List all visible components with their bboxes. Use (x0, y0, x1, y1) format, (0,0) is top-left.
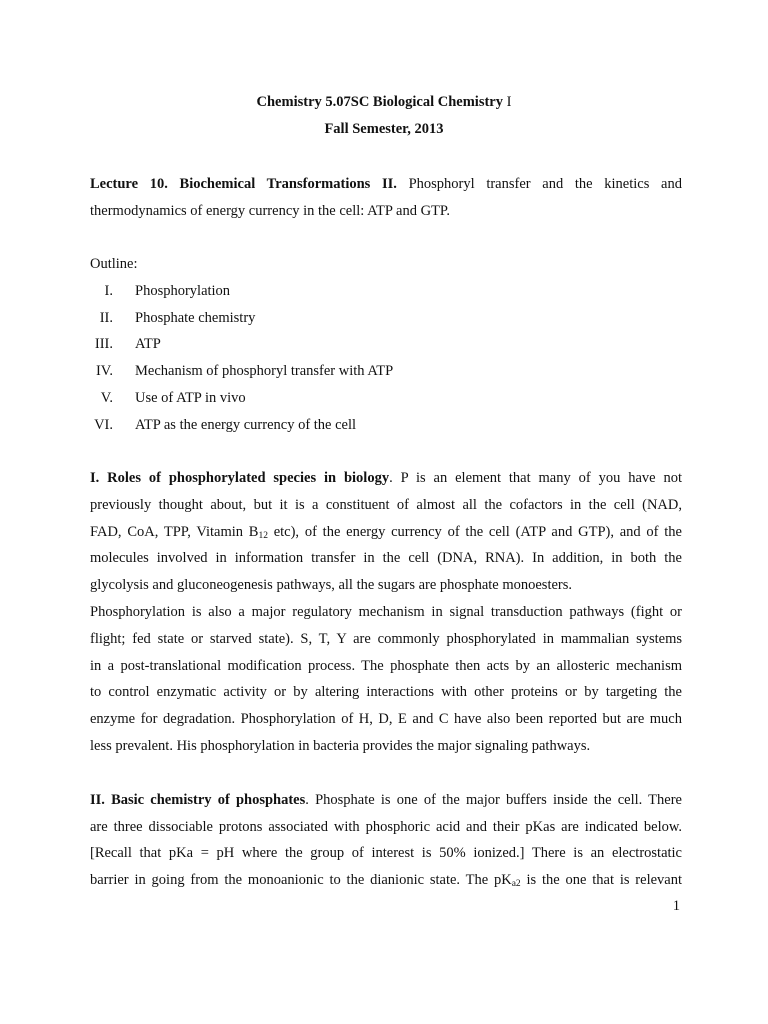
section2-line: barrier in going from the monoanionic to the dianionic state. The $pK_{a2}$ is the one that is relevant (90, 872, 683, 889)
section1-line: previously thought about, but it is a constituent of almost all the cofactors in the cell (NAD, (90, 497, 682, 513)
section2-heading: II. Basic chemistry of phosphates (90, 792, 306, 808)
outline-item: Use of ATP in vivo (135, 390, 246, 406)
section1-heading: I. Roles of phosphorylated species in biology (90, 470, 390, 486)
course-title: Chemistry 5.07SC Biological Chemistry I (256, 94, 512, 110)
section2-line: are three dissociable protons associated with phosphoric acid and their pKas are indicated below. (90, 819, 682, 835)
outline-item: Phosphate chemistry (135, 310, 256, 326)
outline-item: ATP as the energy currency of the cell (135, 417, 357, 433)
section1-line: in a post-translational modification process. The phosphate then acts by an allosteric mechanism (90, 658, 682, 674)
section1-line: Phosphorylation is also a major regulatory mechanism in signal transduction pathways (fight or (90, 604, 682, 620)
semester: Fall Semester, 2013 (324, 121, 444, 137)
section1-line: to control enzymatic activity or by altering interactions with other proteins or by targeting the (90, 684, 682, 700)
lecture-label: Lecture 10. Biochemical Transformations II. (90, 176, 397, 192)
outline-num: II. (99, 310, 113, 326)
section2-line: II. Basic chemistry of phosphates. Phosphate is one of the major buffers inside the cell. There (90, 792, 682, 808)
section1-line: I. Roles of phosphorylated species in biology. P is an element that many of you have not (90, 470, 682, 486)
section1-line: molecules involved in information transfer in the cell (DNA, RNA). In addition, in both the (90, 550, 682, 566)
outline-label: Outline: (90, 256, 138, 272)
section1-line: enzyme for degradation. Phosphorylation of H, D, E and C have also been reported but are much (90, 711, 682, 727)
outline-num: IV. (95, 363, 113, 379)
section1-line: flight; fed state or starved state). S, T, Y are commonly phosphorylated in mammalian systems (90, 631, 682, 647)
section1-line: FAD, CoA, TPP, Vitamin $B_{12}$ etc), of the energy currency of the cell (ATP and GTP), and of the (90, 524, 682, 541)
outline-item: ATP (135, 336, 161, 352)
section1-line: less prevalent. His phosphorylation in bacteria provides the major signaling pathways. (90, 738, 591, 754)
outline-num: V. (100, 390, 113, 406)
outline-num: III. (94, 336, 113, 352)
outline-num: VI. (94, 417, 113, 433)
outline-item: Mechanism of phosphoryl transfer with ATP (135, 363, 394, 379)
outline-item: Phosphorylation (135, 283, 231, 299)
page-number: 1 (672, 898, 680, 914)
section2-line: [Recall that pKa = pH where the group of interest is 50% ionized.] There is an electrostatic (90, 845, 682, 861)
section1-line: glycolysis and gluconeogenesis pathways, all the sugars are phosphate monoesters. (90, 577, 573, 593)
outline-num: I. (104, 283, 113, 299)
lecture-line-2: thermodynamics of energy currency in the cell: ATP and GTP. (90, 203, 450, 219)
lecture-line-1: Lecture 10. Biochemical Transformations II. Phosphoryl transfer and the kinetics and (90, 176, 682, 192)
